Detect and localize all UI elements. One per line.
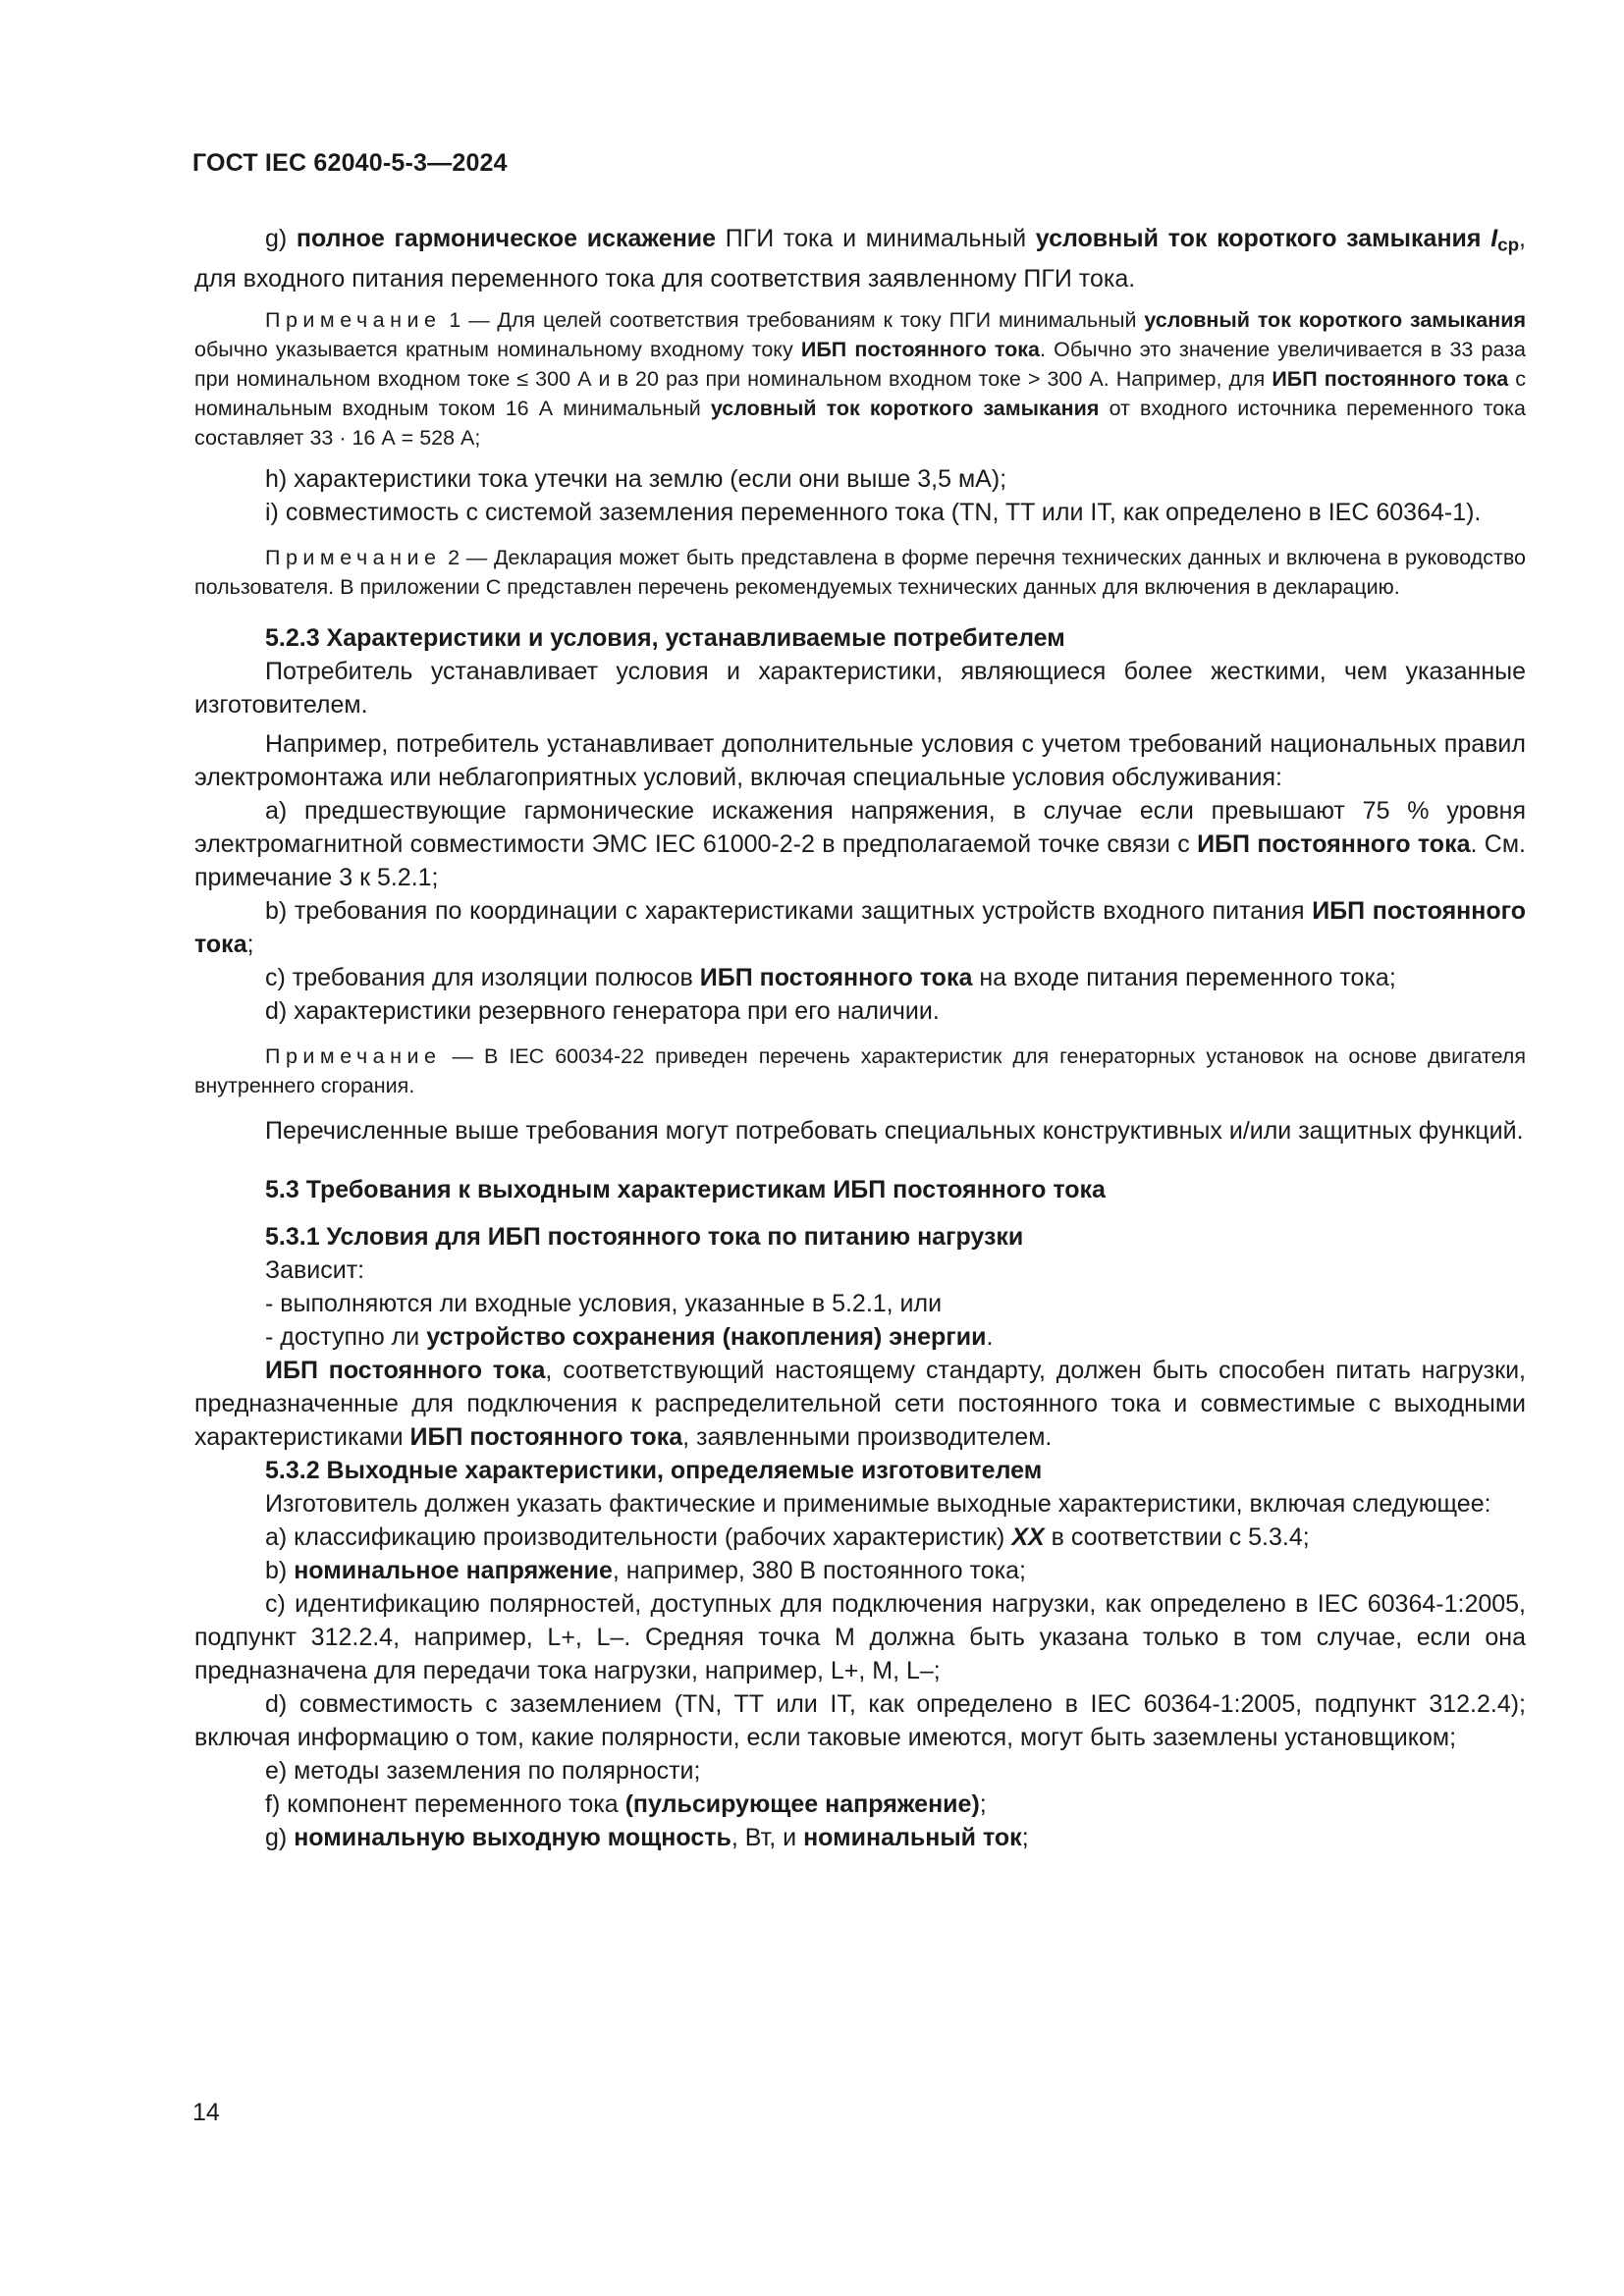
note-2: Примечание 2 — Декларация может быть представлена в форме перечня технических данных и включена в руководство пользователя. В приложении C представлен перечень рекомендуемых технических данных для включения в декларацию. xyxy=(194,545,1526,599)
note-1: Примечание 1 — Для целей соответствия требованиям к току ПГИ минимальный условный ток короткого замыкания обычно указывается кратным номинальному входному току ИБП постоянного тока. Обычно это значение увеличивается в 33 раза при номинальном входном токе ≤ 300 А и в 20 раз при номинальном входном токе > 300 А. Например, для ИБП постоянного тока с номинальным входным током 16 А минимальный условный ток короткого замыкания от входного источника переменного тока составляет 33 · 16 А = 528 А; xyxy=(194,307,1527,450)
list-item-i: i) совместимость с системой заземления переменного тока (TN, TT или IT, как определено в IEC 60364-1). xyxy=(265,498,1482,526)
paragraph: Потребитель устанавливает условия и характеристики, являющиеся более жесткими, чем указанные изготовителем. xyxy=(194,657,1526,719)
paragraph: Например, потребитель устанавливает дополнительные условия с учетом требований национальных правил электромонтажа или неблагоприятных условий, включая специальные условия обслуживания: xyxy=(194,729,1526,791)
paragraph: Зависит: xyxy=(265,1255,365,1284)
list-item-a: a) предшествующие гармонические искажения напряжения, в случае если превышают 75 % уровня электромагнитной совместимости ЭМС IEC 61000-2-2 в предполагаемой точке связи с ИБП постоянного тока. См. примечание 3 к 5.2.1; xyxy=(194,796,1526,891)
section-heading-5-2-3: 5.2.3 Характеристики и условия, устанавливаемые потребителем xyxy=(265,623,1065,652)
list-item-g: g) номинальную выходную мощность, Вт, и номинальный ток; xyxy=(265,1823,1029,1851)
list-item-d: d) характеристики резервного генератора при его наличии. xyxy=(265,996,940,1025)
list-item-d: d) совместимость с заземлением (TN, TT или IT, как определено в IEC 60364-1:2005, подпункт 312.2.4); включая информацию о том, какие полярности, если таковые имеются, могут быть заземлены установщиком; xyxy=(194,1689,1526,1751)
page-number: 14 xyxy=(192,2099,220,2126)
list-item-b: b) требования по координации с характеристиками защитных устройств входного питания ИБП постоянного тока; xyxy=(194,896,1526,958)
list-item-b: b) номинальное напряжение, например, 380 В постоянного тока; xyxy=(265,1556,1026,1584)
section-heading-5-3: 5.3 Требования к выходным характеристикам ИБП постоянного тока xyxy=(265,1175,1106,1203)
list-item-dash: - выполняются ли входные условия, указанные в 5.2.1, или xyxy=(265,1289,943,1317)
list-item-e: e) методы заземления по полярности; xyxy=(265,1756,701,1785)
list-item-c: c) идентификацию полярностей, доступных для подключения нагрузки, как определено в IEC 60364-1:2005, подпункт 312.2.4, например, L+, L–. Средняя точка M должна быть указана только в том случае, если она предназначена для передачи тока нагрузки, например, L+, M, L–; xyxy=(194,1589,1526,1684)
section-heading-5-3-1: 5.3.1 Условия для ИБП постоянного тока по питанию нагрузки xyxy=(265,1222,1024,1251)
note-label: Примечание xyxy=(265,545,442,569)
paragraph: Изготовитель должен указать фактические и применимые выходные характеристики, включая следующее: xyxy=(265,1489,1491,1518)
note-label: Примечание xyxy=(265,307,442,332)
list-item-dash: - доступно ли устройство сохранения (накопления) энергии. xyxy=(265,1322,994,1351)
list-item-f: f) компонент переменного тока (пульсирующее напряжение); xyxy=(265,1789,987,1818)
document-header: ГОСТ IEC 62040-5-3—2024 xyxy=(192,149,508,177)
note-3: Примечание — В IEC 60034-22 приведен перечень характеристик для генераторных установок на основе двигателя внутреннего сгорания. xyxy=(194,1043,1526,1097)
list-item-a: a) классификацию производительности (рабочих характеристик) XX в соответствии с 5.3.4; xyxy=(265,1522,1310,1551)
paragraph: ИБП постоянного тока, соответствующий настоящему стандарту, должен быть способен питать нагрузки, предназначенные для подключения к распределительной сети постоянного тока и совместимые с выходными характеристиками ИБП постоянного тока, заявленными производителем. xyxy=(194,1356,1526,1451)
note-label: Примечание xyxy=(265,1043,442,1068)
section-heading-5-3-2: 5.3.2 Выходные характеристики, определяемые изготовителем xyxy=(265,1456,1043,1484)
list-item-h: h) характеристики тока утечки на землю (если они выше 3,5 мА); xyxy=(265,464,1007,493)
list-item-c: c) требования для изоляции полюсов ИБП постоянного тока на входе питания переменного тока; xyxy=(265,963,1396,991)
list-item-g-thd: g) полное гармоническое искажение ПГИ тока и минимальный условный ток короткого замыкания $I_{ср}$, для входного питания переменного тока для соответствия заявленному ПГИ тока. xyxy=(194,225,1526,293)
paragraph: Перечисленные выше требования могут потребовать специальных конструктивных и/или защитных функций. xyxy=(265,1116,1524,1145)
page-content xyxy=(194,222,1526,1854)
